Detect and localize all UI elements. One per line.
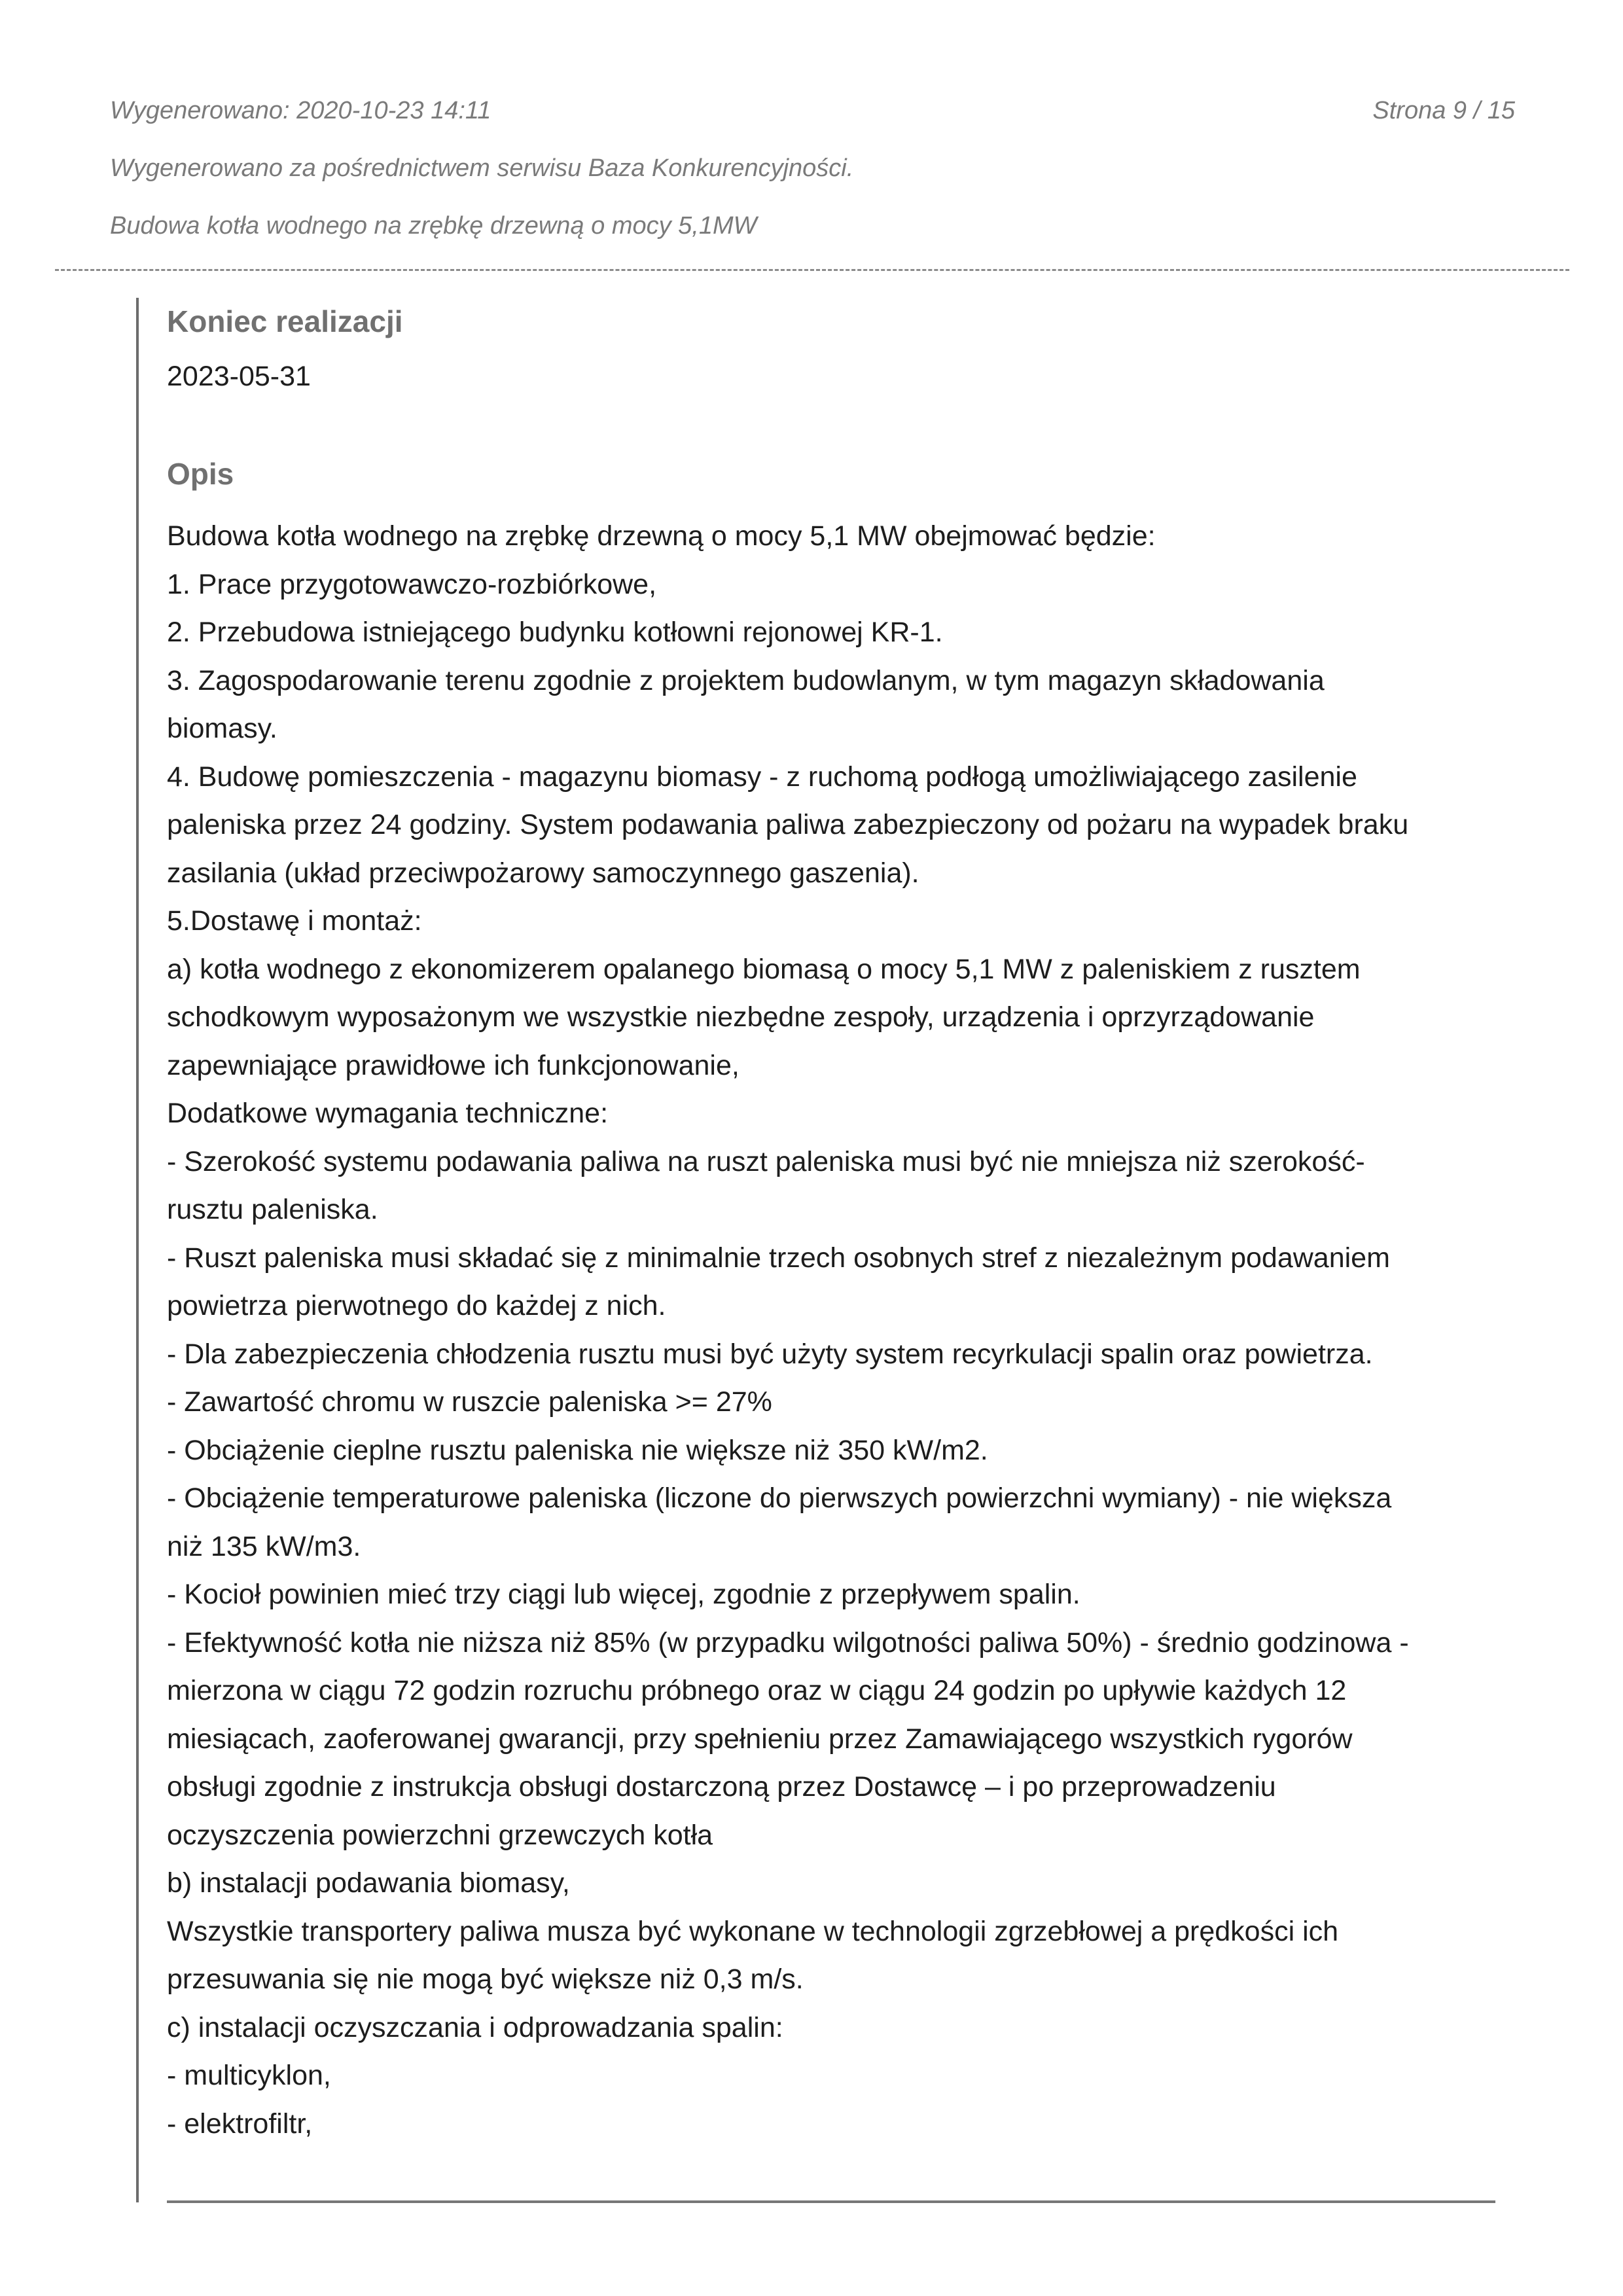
description-line: 5.Dostawę i montaż: <box>167 905 422 937</box>
description-body <box>167 512 1502 2148</box>
description-line: - Dla zabezpieczenia chłodzenia rusztu musi być użyty system recyrkulacji spalin oraz powietrza. <box>167 1338 1373 1370</box>
description-line: paleniska przez 24 godziny. System podawania paliwa zabezpieczony od pożaru na wypadek braku <box>167 809 1409 840</box>
description-line: - Ruszt paleniska musi składać się z minimalnie trzech osobnych stref z niezależnym podawaniem <box>167 1242 1390 1274</box>
description-line: 4. Budowę pomieszczenia - magazynu biomasy - z ruchomą podłogą umożliwiającego zasilenie <box>167 761 1357 793</box>
description-line: - Efektywność kotła nie niższa niż 85% (w przypadku wilgotności paliwa 50%) - średnio godzinowa - <box>167 1626 1409 1659</box>
end-date-label: Koniec realizacji <box>167 304 403 338</box>
section-bottom-rule <box>167 2200 1495 2203</box>
header-divider <box>55 269 1569 271</box>
description-line: 2. Przebudowa istniejącego budynku kotłowni rejonowej KR-1. <box>167 617 943 648</box>
description-line: schodkowym wyposażonym we wszystkie niezbędne zespoły, urządzenia i oprzyrządowanie <box>167 1001 1315 1033</box>
description-line: - Szerokość systemu podawania paliwa na ruszt paleniska musi być nie mniejsza niż szerokość- <box>167 1145 1365 1177</box>
description-line: b) instalacji podawania biomasy, <box>167 1867 570 1899</box>
description-line: - elektrofiltr, <box>167 2108 313 2140</box>
description-line: oczyszczenia powierzchni grzewczych kotła <box>167 1819 713 1851</box>
description-line: miesiącach, zaoferowanej gwarancji, przy spełnieniu przez Zamawiającego wszystkich rygorów <box>167 1723 1353 1755</box>
description-line: Dodatkowe wymagania techniczne: <box>167 1098 609 1129</box>
end-date-value: 2023-05-31 <box>167 361 311 392</box>
description-line: - Obciążenie cieplne rusztu paleniska nie większe niż 350 kW/m2. <box>167 1434 988 1466</box>
page-number: Strona 9 / 15 <box>1372 97 1515 124</box>
description-line: mierzona w ciągu 72 godzin rozruchu próbnego oraz w ciągu 24 godzin po upływie każdych 12 <box>167 1675 1347 1706</box>
description-line: biomasy. <box>167 713 277 744</box>
description-line: a) kotła wodnego z ekonomizerem opalanego biomasą o mocy 5,1 MW z paleniskiem z rusztem <box>167 953 1361 985</box>
description-line: Wszystkie transportery paliwa musza być wykonane w technologii zgrzebłowej a prędkości ich <box>167 1915 1339 1947</box>
description-line: zasilania (układ przeciwpożarowy samoczynnego gaszenia). <box>167 857 919 889</box>
generated-via-note: Wygenerowano za pośrednictwem serwisu Baza Konkurencyjności. <box>110 154 854 182</box>
description-line: powietrza pierwotnego do każdej z nich. <box>167 1290 666 1321</box>
description-line: Budowa kotła wodnego na zrębkę drzewną o mocy 5,1 MW obejmować będzie: <box>167 520 1156 552</box>
description-line: 1. Prace przygotowawczo-rozbiórkowe, <box>167 568 657 600</box>
description-label: Opis <box>167 457 234 491</box>
document-title: Budowa kotła wodnego na zrębkę drzewną o mocy 5,1MW <box>110 212 757 240</box>
description-line: zapewniające prawidłowe ich funkcjonowanie, <box>167 1049 740 1081</box>
description-line: - Zawartość chromu w ruszcie paleniska >= 27% <box>167 1386 772 1418</box>
description-line: 3. Zagospodarowanie terenu zgodnie z projektem budowlanym, w tym magazyn składowania <box>167 664 1325 696</box>
description-line: - Obciążenie temperaturowe paleniska (liczone do pierwszych powierzchni wymiany) - nie większa <box>167 1482 1392 1514</box>
description-line: przesuwania się nie mogą być większe niż 0,3 m/s. <box>167 1964 804 1995</box>
description-line: rusztu paleniska. <box>167 1194 378 1225</box>
content-section <box>167 306 1502 2148</box>
description-line: - Kocioł powinien mieć trzy ciągi lub więcej, zgodnie z przepływem spalin. <box>167 1579 1080 1610</box>
description-line: obsługi zgodnie z instrukcja obsługi dostarczoną przez Dostawcę – i po przeprowadzeniu <box>167 1771 1276 1803</box>
description-line: c) instalacji oczyszczania i odprowadzania spalin: <box>167 2011 783 2043</box>
description-line: - multicyklon, <box>167 2060 331 2091</box>
generated-timestamp: Wygenerowano: 2020-10-23 14:11 <box>110 97 491 124</box>
section-left-rule <box>136 298 139 2202</box>
description-line: niż 135 kW/m3. <box>167 1530 361 1562</box>
